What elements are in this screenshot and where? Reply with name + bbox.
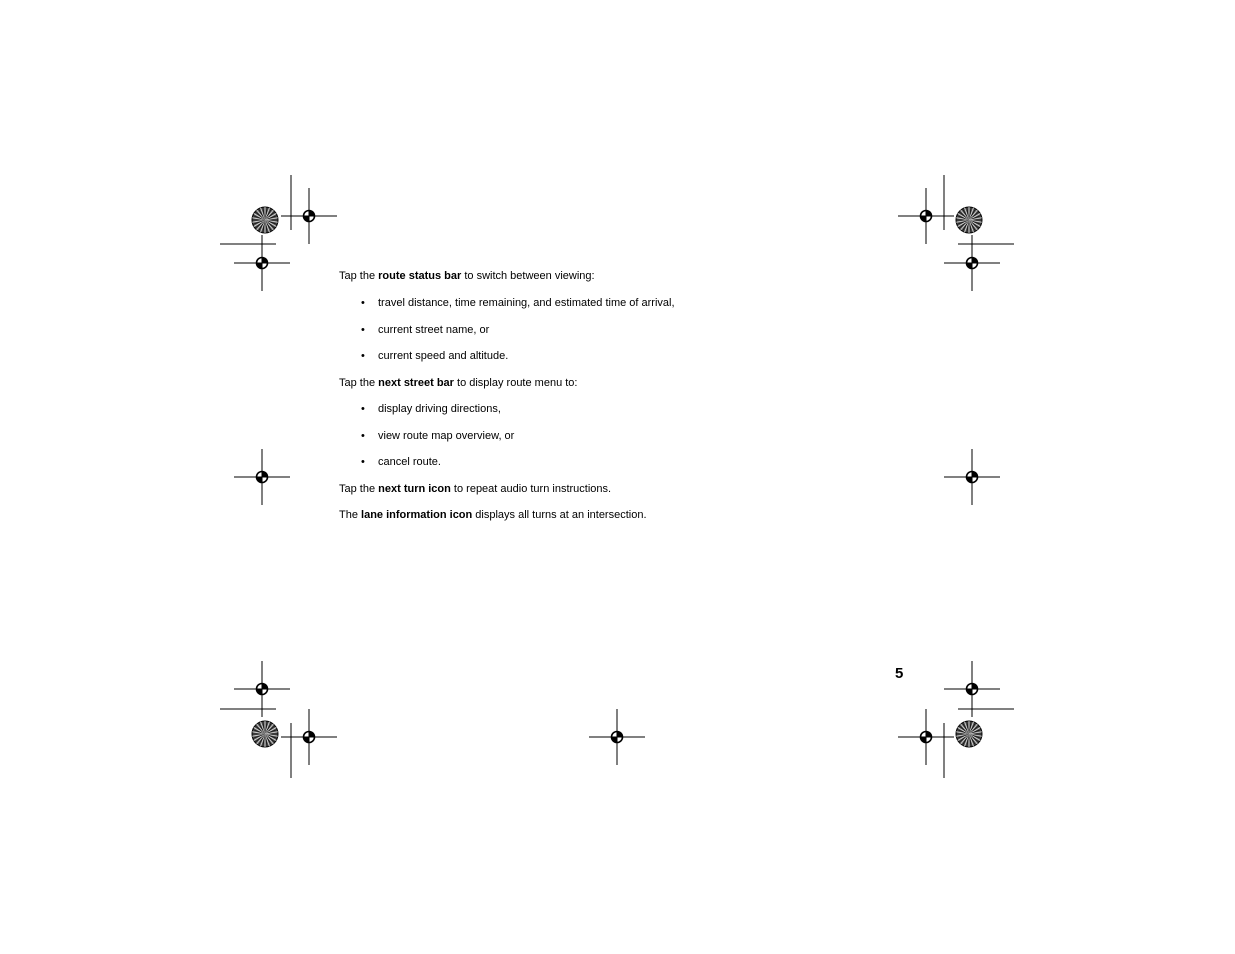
bullet-icon: • — [361, 456, 365, 468]
registration-mark-icon — [944, 235, 1000, 291]
paragraph-lane-information-icon: The lane information icon displays all turns at an intersection. — [339, 509, 647, 521]
registration-mark-icon — [898, 709, 954, 765]
color-target-icon — [252, 207, 278, 233]
registration-mark-icon — [898, 188, 954, 244]
bullet-icon: • — [361, 430, 365, 442]
registration-mark-icon — [234, 449, 290, 505]
paragraph-next-turn-icon: Tap the next turn icon to repeat audio turn instructions. — [339, 483, 612, 495]
bullet-icon: • — [361, 297, 365, 309]
color-target-icon — [956, 721, 982, 747]
term-route-status-bar: route status bar — [378, 270, 462, 282]
registration-mark-icon — [589, 709, 645, 765]
color-target-icon — [252, 721, 278, 747]
registration-mark-icon — [281, 188, 337, 244]
paragraph-next-street-bar: Tap the next street bar to display route menu to: — [339, 377, 578, 389]
registration-mark-icon — [944, 449, 1000, 505]
page-number: 5 — [895, 665, 904, 682]
color-target-icon — [956, 207, 982, 233]
paragraph-route-status-bar: Tap the route status bar to switch between viewing: — [339, 270, 595, 282]
bullet-icon: • — [361, 350, 365, 362]
term-next-street-bar: next street bar — [378, 377, 454, 389]
bullet-icon: • — [361, 324, 365, 336]
term-next-turn-icon: next turn icon — [378, 483, 451, 495]
term-lane-information-icon: lane information icon — [361, 509, 473, 521]
registration-mark-icon — [234, 235, 290, 291]
registration-mark-icon — [281, 709, 337, 765]
bullet-icon: • — [361, 403, 365, 415]
